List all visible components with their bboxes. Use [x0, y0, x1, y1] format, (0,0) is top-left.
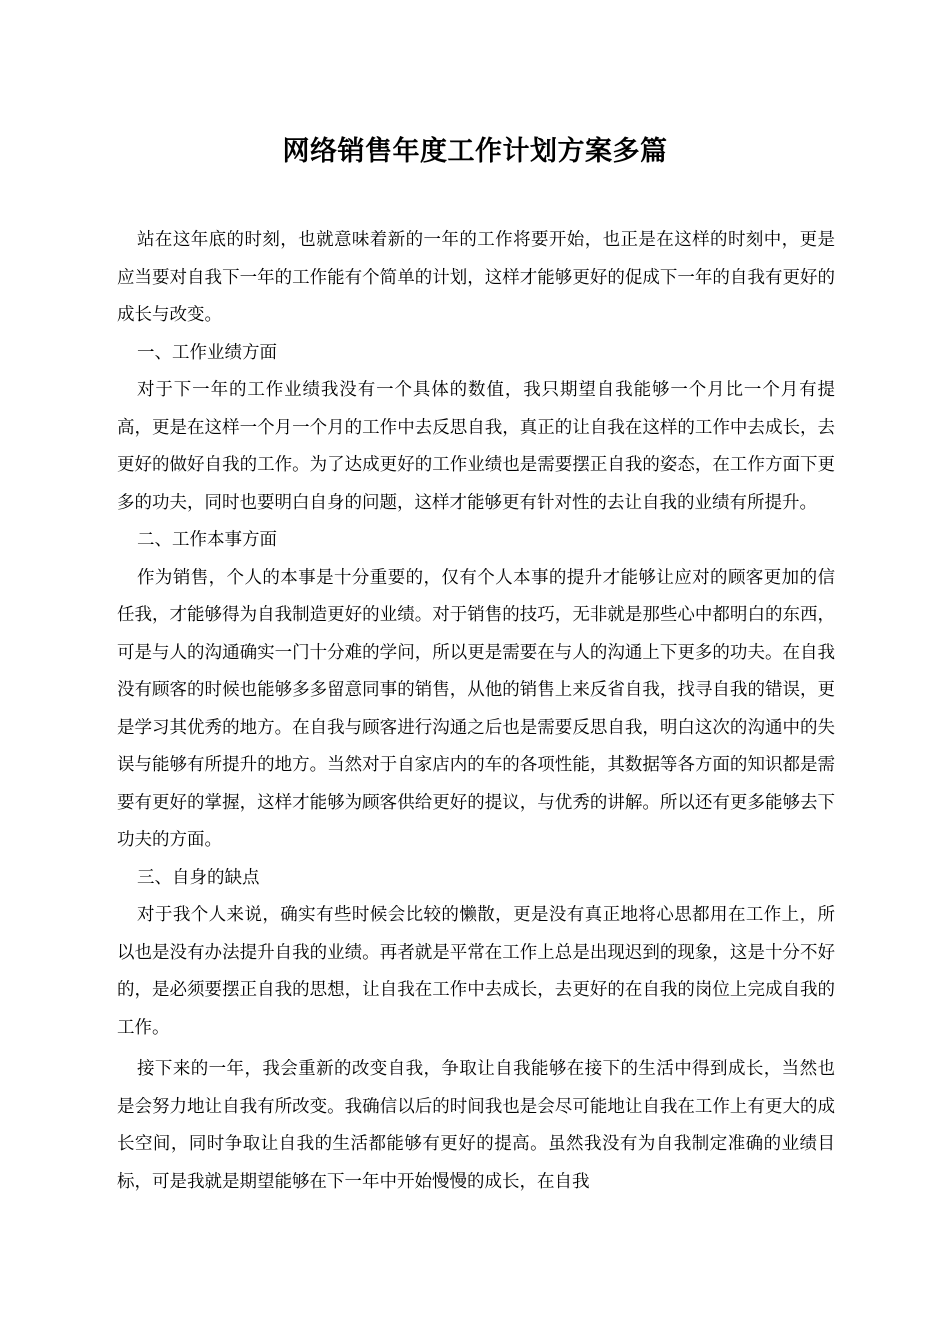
- section-heading-2: 二、工作本事方面: [137, 530, 277, 550]
- document-body: [117, 222, 835, 1201]
- intro-paragraph: 站在这年底的时刻，也就意味着新的一年的工作将要开始，也正是在这样的时刻中，更是应当要对自我下一年的工作能有个简单的计划，这样才能够更好的促成下一年的自我有更好的成长与改变。: [117, 230, 835, 325]
- section-paragraph-3: 对于我个人来说，确实有些时候会比较的懒散，更是没有真正地将心思都用在工作上，所以也是没有办法提升自我的业绩。再者就是平常在工作上总是出现迟到的现象，这是十分不好的，是必须要摆正自我的思想，让自我在工作中去成长，去更好的在自我的岗位上完成自我的工作。: [117, 905, 835, 1038]
- section-heading-3: 三、自身的缺点: [137, 867, 260, 888]
- section-heading-1: 一、工作业绩方面: [137, 342, 277, 363]
- document-title: 网络销售年度工作计划方案多篇: [282, 136, 668, 167]
- section-paragraph-1: 对于下一年的工作业绩我没有一个具体的数值，我只期望自我能够一个月比一个月有提高，更是在这样一个月一个月的工作中去反思自我，真正的让自我在这样的工作中去成长，去更好的做好自我的工作。为了达成更好的工作业绩也是需要摆正自我的姿态，在工作方面下更多的功夫，同时也要明白自身的问题，这样才能够更有针对性的去让自我的业绩有所提升。: [117, 380, 835, 513]
- section-paragraph-2: 作为销售，个人的本事是十分重要的，仅有个人本事的提升才能够让应对的顾客更加的信任我，才能够得为自我制造更好的业绩。对于销售的技巧，无非就是那些心中都明白的东西，可是与人的沟通确实一门十分难的学问，所以更是需要在与人的沟通上下更多的功夫。在自我没有顾客的时候也能够多多留意同事的销售，从他的销售上来反省自我，找寻自我的错误，更是学习其优秀的地方。在自我与顾客进行沟通之后也是需要反思自我，明白这次的沟通中的失误与能够有所提升的地方。当然对于自家店内的车的各项性能，其数据等各方面的知识都是需要有更好的掌握，这样才能够为顾客供给更好的提议，与优秀的讲解。所以还有更多能够去下功夫的方面。: [117, 567, 835, 850]
- closing-paragraph: 接下来的一年，我会重新的改变自我，争取让自我能够在接下的生活中得到成长，当然也是会努力地让自我有所改变。我确信以后的时间我也是会尽可能地让自我在工作上有更大的成长空间，同时争取让自我的生活都能够有更好的提高。虽然我没有为自我制定准确的业绩目标，可是我就是期望能够在下一年中开始慢慢的成长，在自我: [117, 1059, 835, 1192]
